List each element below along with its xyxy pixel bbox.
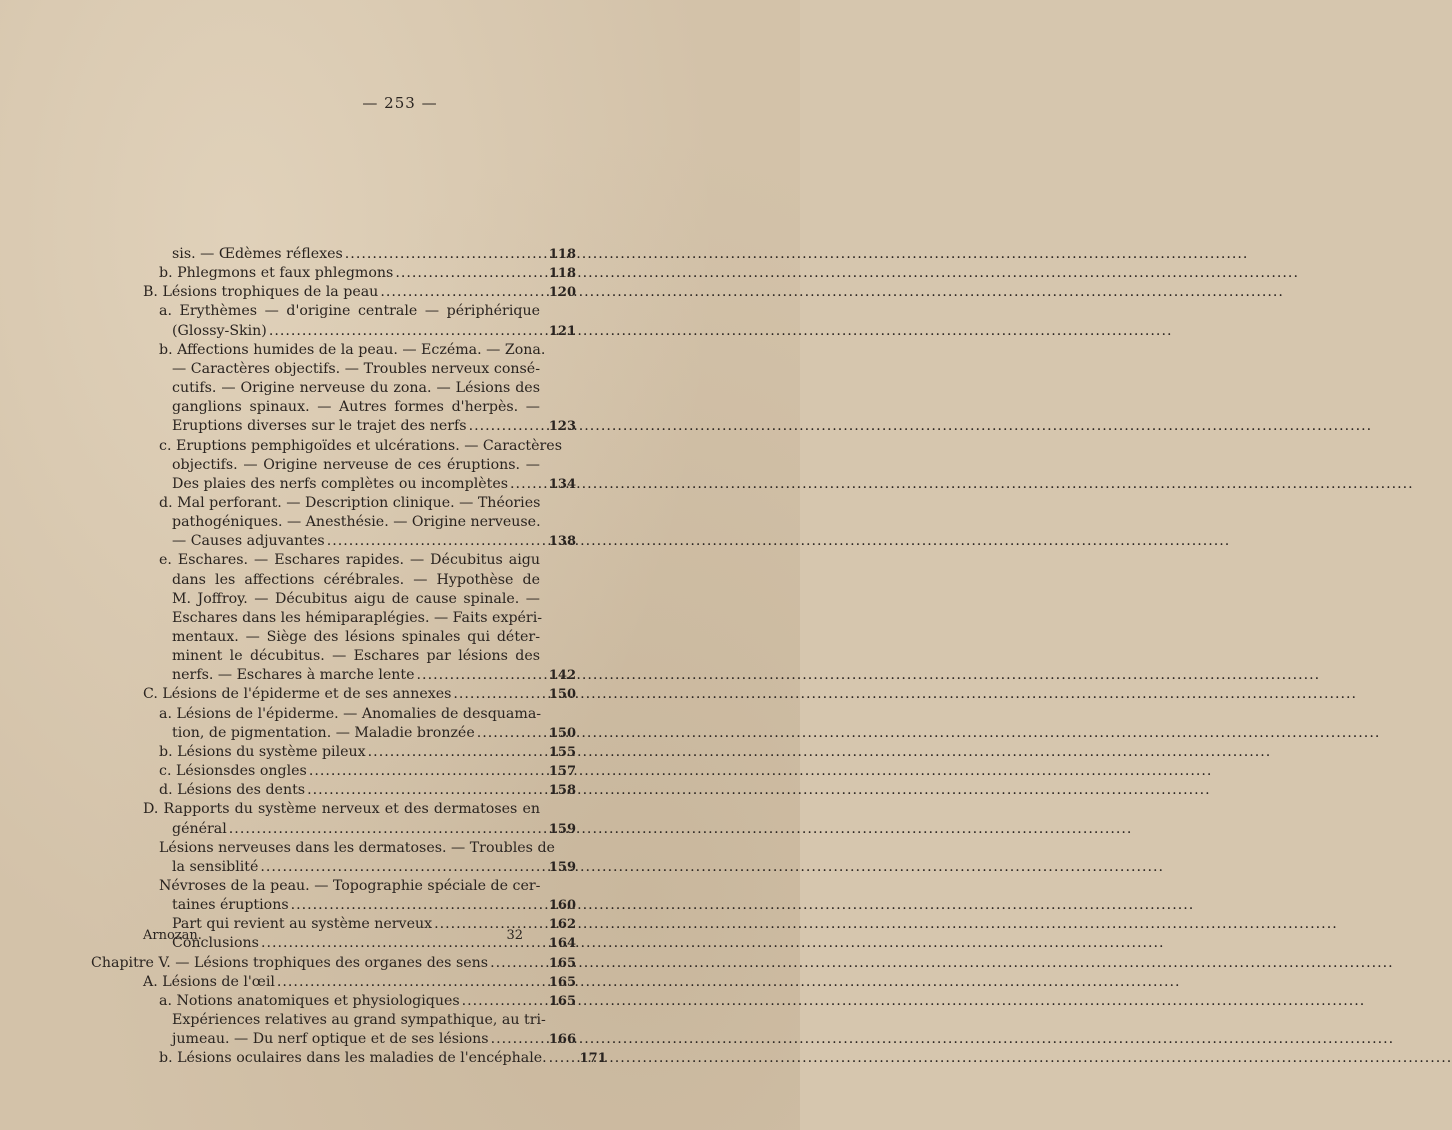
toc-page-number: 138	[548, 534, 576, 549]
leader-dots	[462, 991, 528, 1011]
leader-dots	[277, 972, 528, 992]
toc-entry-label: Des plaies des nerfs complètes ou incomplètes	[172, 476, 509, 492]
toc-text-line: dans les affections cérébrales. — Hypothèse de	[172, 572, 540, 588]
toc-text-line: objectifs. — Origine nerveuse de ces éruptions. —	[172, 457, 540, 473]
toc-page-number: 155	[548, 745, 576, 760]
toc-entry-label: c. Lésionsdes ongles	[159, 763, 307, 779]
toc-entry-label: a. Notions anatomiques et physiologiques	[159, 993, 460, 1009]
toc-page-number: 164	[548, 936, 576, 951]
toc-text-line: mentaux. — Siège des lésions spinales qui déter-	[172, 629, 540, 645]
toc-page-number: 142	[548, 668, 576, 683]
leader-dots	[345, 244, 528, 264]
leader-dots	[269, 321, 528, 341]
toc-entry-label: jumeau. — Du nerf optique et de ses lésions	[172, 1031, 489, 1047]
leader-dots	[549, 1048, 559, 1068]
toc-text-line: Névroses de la peau. — Topographie spéciale de cer-	[159, 878, 541, 894]
toc-text-line: d. Mal perforant. — Description clinique. — Théories	[159, 495, 541, 511]
toc-text-line: cutifs. — Origine nerveuse du zona. — Lésions des	[172, 380, 540, 396]
toc-page-number: 134	[548, 477, 576, 492]
toc-entry	[172, 895, 576, 915]
toc-page-number: 165	[548, 994, 576, 1009]
toc-entry-label: C. Lésions de l'épiderme et de ses annexes	[143, 686, 452, 702]
toc-entry	[159, 263, 576, 283]
leader-dots	[327, 531, 528, 551]
toc-entry-label: A. Lésions de l'œil	[143, 974, 275, 990]
toc-entry	[172, 857, 576, 877]
toc-entry	[172, 244, 576, 264]
toc-text-line: minent le décubitus. — Eschares par lésions des	[172, 648, 540, 664]
leader-dots	[469, 416, 528, 436]
toc-entry	[172, 474, 576, 494]
leader-dots	[309, 761, 528, 781]
toc-page-number: 118	[548, 247, 576, 262]
toc-text-line: pathogéniques. — Anesthésie. — Origine nerveuse.	[172, 514, 541, 530]
footer-author: Arnozan.	[143, 928, 202, 943]
toc-entry-label: Chapitre V. — Lésions trophiques des organes des sens	[91, 955, 489, 971]
toc-text-line: Expériences relatives au grand sympathique, au tri-	[172, 1012, 546, 1028]
toc-entry	[159, 780, 576, 800]
toc-page-number: 118	[548, 266, 576, 281]
toc-entry	[172, 1029, 576, 1049]
leader-dots	[380, 282, 528, 302]
toc-text-line: Eschares dans les hémiparaplégies. — Faits expéri-	[172, 610, 543, 626]
toc-entry	[159, 742, 576, 762]
toc-page-number: 171	[579, 1051, 607, 1066]
toc-page-number: 159	[548, 822, 576, 837]
leader-dots	[291, 895, 528, 915]
toc-entry-label: b. Lésions du système pileux	[159, 744, 366, 760]
leader-dots	[477, 723, 528, 743]
toc-text-line: a. Lésions de l'épiderme. — Anomalies de desquama-	[159, 706, 542, 722]
toc-text-line: Lésions nerveuses dans les dermatoses. — Troubles de	[159, 840, 555, 856]
toc-entry-label: Part qui revient au système nerveux	[172, 916, 433, 932]
toc-entry	[143, 684, 576, 704]
page-footer	[143, 928, 523, 943]
toc-entry-label: B. Lésions trophiques de la peau	[143, 284, 379, 300]
footer-signature: 32	[506, 928, 523, 943]
toc-page-number: 158	[548, 783, 576, 798]
leader-dots	[491, 1029, 528, 1049]
toc-text-line: M. Joffroy. — Décubitus aigu de cause spinale. —	[172, 591, 540, 607]
toc-entry-label: taines éruptions	[172, 897, 289, 913]
toc-page-number: 166	[548, 1032, 576, 1047]
toc-page-number: 157	[548, 764, 576, 779]
toc-page-number: 123	[548, 419, 576, 434]
page-number: — 253 —	[362, 94, 438, 112]
leader-dots	[395, 263, 528, 283]
toc-entry-label: (Glossy-Skin)	[172, 323, 267, 339]
leader-dots	[368, 742, 528, 762]
toc-entry-label: b. Phlegmons et faux phlegmons	[159, 265, 394, 281]
leader-dots	[260, 857, 528, 877]
toc-entry-label: général	[172, 821, 227, 837]
toc-page-number: 120	[548, 285, 576, 300]
toc-text-line: — Caractères objectifs. — Troubles nerveux consé-	[172, 361, 540, 377]
toc-entry	[159, 991, 576, 1011]
leader-dots	[490, 953, 528, 973]
toc-entry	[143, 972, 576, 992]
toc-page-number: 159	[548, 860, 576, 875]
toc-page-number: 121	[548, 324, 576, 339]
toc-page-number: 165	[548, 956, 576, 971]
toc-entry	[143, 282, 576, 302]
toc-entry-label: b. Lésions oculaires dans les maladies de l'encéphale.	[159, 1050, 547, 1066]
toc-entry-label: Conclusions	[172, 935, 259, 951]
toc-page-number: 165	[548, 975, 576, 990]
toc-text-line: c. Eruptions pemphigoïdes et ulcérations. — Caractères	[159, 438, 562, 454]
leader-dots	[453, 684, 528, 704]
leader-dots	[417, 665, 528, 685]
toc-entry-label: sis. — Œdèmes réflexes	[172, 246, 343, 262]
toc-entry	[172, 416, 576, 436]
toc-entry-label: — Causes adjuvantes	[172, 533, 325, 549]
toc-entry-label: tion, de pigmentation. — Maladie bronzée	[172, 725, 475, 741]
toc-text-line: ganglions spinaux. — Autres formes d'herpès. —	[172, 399, 540, 415]
toc-entry	[172, 665, 576, 685]
toc-page-number: 150	[548, 726, 576, 741]
toc-entry-label: nerfs. — Eschares à marche lente	[172, 667, 415, 683]
toc-page-number: 150	[548, 687, 576, 702]
toc-entry-label: la sensiblité	[172, 859, 259, 875]
toc-text-line: e. Eschares. — Eschares rapides. — Décubitus aigu	[159, 552, 540, 568]
toc-text-line: D. Rapports du système nerveux et des dermatoses en	[143, 801, 540, 817]
toc-text-line: a. Erythèmes — d'origine centrale — périphérique	[159, 303, 540, 319]
toc-entry	[172, 819, 576, 839]
leader-dots	[307, 780, 528, 800]
leader-dots	[229, 819, 528, 839]
toc-entry-label: Eruptions diverses sur le trajet des nerfs	[172, 418, 467, 434]
toc-entry	[159, 1048, 607, 1068]
toc-entry	[91, 953, 576, 973]
toc-page-number: 160	[548, 898, 576, 913]
toc-text-line: b. Affections humides de la peau. — Eczéma. — Zona.	[159, 342, 546, 358]
toc-entry	[172, 531, 576, 551]
leader-dots	[510, 474, 528, 494]
toc-entry-label: d. Lésions des dents	[159, 782, 306, 798]
toc-entry	[159, 761, 576, 781]
toc-page-number: 162	[548, 917, 576, 932]
toc-entry	[172, 723, 576, 743]
toc-entry	[172, 321, 576, 341]
